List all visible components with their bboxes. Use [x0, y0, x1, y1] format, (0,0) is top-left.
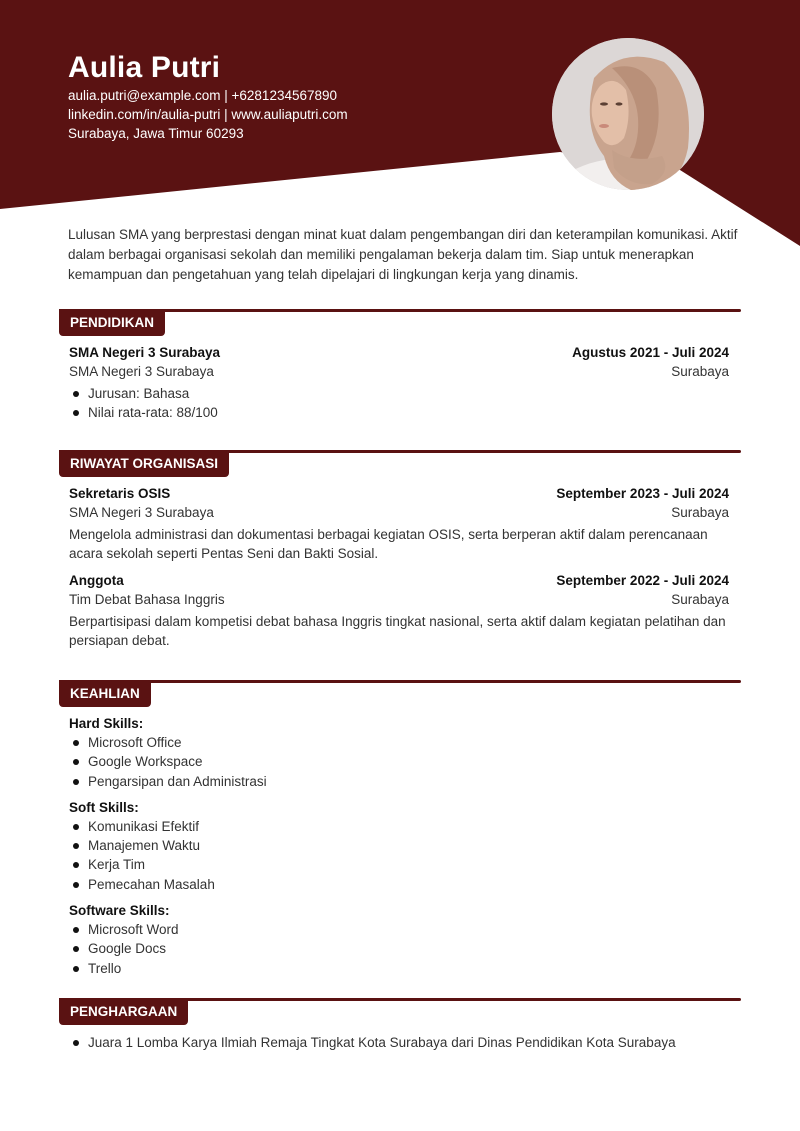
- contact-address: Surabaya, Jawa Timur 60293: [68, 126, 244, 141]
- school-name: SMA Negeri 3 Surabaya: [69, 345, 221, 360]
- candidate-name: Aulia Putri: [68, 51, 221, 84]
- org-dates: September 2023 - Juli 2024: [556, 486, 729, 501]
- list-item: Komunikasi Efektif: [69, 817, 729, 836]
- list-item: Juara 1 Lomba Karya Ilmiah Remaja Tingkat Kota Surabaya dari Dinas Pendidikan Kota Surabaya: [69, 1033, 729, 1052]
- section-title: KEAHLIAN: [59, 680, 151, 707]
- education-dates: Agustus 2021 - Juli 2024: [572, 345, 729, 360]
- list-item: Microsoft Word: [69, 920, 729, 939]
- section-title: RIWAYAT ORGANISASI: [59, 450, 229, 477]
- org-dates: September 2022 - Juli 2024: [556, 573, 729, 588]
- contact-email-phone: aulia.putri@example.com | +6281234567890: [68, 88, 338, 103]
- section-title: PENDIDIKAN: [59, 309, 165, 336]
- organization-entry: [69, 484, 729, 563]
- list-item: Trello: [69, 959, 729, 978]
- skill-group-title: Soft Skills:: [69, 799, 139, 815]
- list-item: Kerja Tim: [69, 855, 729, 874]
- contact-links: linkedin.com/in/aulia-putri | www.auliaputri.com: [68, 107, 348, 122]
- org-name: SMA Negeri 3 Surabaya: [69, 505, 214, 520]
- education-details: [69, 384, 729, 423]
- education-location: Surabaya: [671, 364, 729, 379]
- org-description: Berpartisipasi dalam kompetisi debat bahasa Inggris tingkat nasional, serta aktif dalam kegiatan pelatihan dan persiapan debat.: [69, 614, 726, 648]
- header-info: [68, 50, 348, 143]
- list-item: Pengarsipan dan Administrasi: [69, 772, 729, 791]
- skill-group-hard: [69, 714, 729, 791]
- org-location: Surabaya: [671, 505, 729, 520]
- section-title: PENGHARGAAN: [59, 998, 188, 1025]
- organization-entry: [69, 571, 729, 650]
- list-item: Nilai rata-rata: 88/100: [69, 403, 729, 422]
- list-item: Microsoft Office: [69, 733, 729, 752]
- institution-name: SMA Negeri 3 Surabaya: [69, 364, 214, 379]
- org-location: Surabaya: [671, 592, 729, 607]
- education-entry: [69, 343, 729, 423]
- list-item: Google Workspace: [69, 752, 729, 771]
- org-role: Sekretaris OSIS: [69, 486, 171, 501]
- skill-group-soft: [69, 798, 729, 894]
- org-role: Anggota: [69, 573, 124, 588]
- list-item: Google Docs: [69, 939, 729, 958]
- section-divider: [59, 680, 741, 683]
- profile-photo: [552, 38, 704, 190]
- org-description: Mengelola administrasi dan dokumentasi berbagai kegiatan OSIS, serta berperan aktif dalam perencanaan acara sekolah seperti Pentas Seni dan Bakti Sosial.: [69, 527, 708, 561]
- skill-group-software: [69, 901, 729, 978]
- org-name: Tim Debat Bahasa Inggris: [69, 592, 225, 607]
- skill-group-title: Hard Skills:: [69, 716, 144, 731]
- profile-summary: Lulusan SMA yang berprestasi dengan minat kuat dalam pengembangan diri dan keterampilan komunikasi. Aktif dalam berbagai organisasi sekolah dan memiliki pengalaman bekerja dalam tim. Siap untuk menerapkan kemampuan dan pengetahuan yang telah dipelajari di lingkungan kerja yang dinamis.: [68, 227, 738, 282]
- list-item: Pemecahan Masalah: [69, 875, 729, 894]
- skill-group-title: Software Skills:: [69, 903, 170, 919]
- list-item: Jurusan: Bahasa: [69, 384, 729, 403]
- list-item: Manajemen Waktu: [69, 836, 729, 855]
